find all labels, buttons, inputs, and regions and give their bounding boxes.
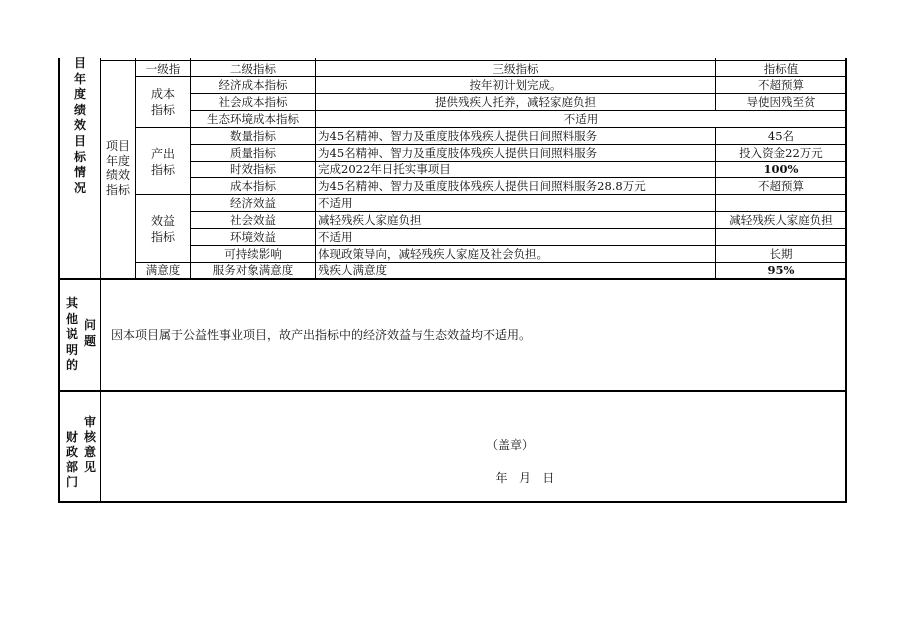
row-level3: 为45名精神、智力及重度肢体残疾人提供日间照料服务28.8万元 bbox=[318, 179, 646, 193]
header-level2: 二级指标 bbox=[230, 62, 276, 76]
row-level2: 时效指标 bbox=[230, 162, 276, 176]
row-level2: 生态环境成本指标 bbox=[207, 112, 299, 126]
header-value: 指标值 bbox=[763, 62, 799, 76]
row-level3: 残疾人满意度 bbox=[318, 263, 387, 277]
row-level3: 不适用 bbox=[318, 196, 353, 210]
group-cost: 成本 指标 bbox=[150, 87, 175, 117]
table-border-bottom bbox=[58, 501, 847, 503]
group-output: 产出 指标 bbox=[150, 147, 175, 177]
row-line-6 bbox=[190, 177, 846, 178]
date-text: 年 月 日 bbox=[495, 471, 555, 485]
row-level3: 按年初计划完成。 bbox=[469, 78, 562, 92]
row-value: 不超预算 bbox=[758, 78, 804, 92]
section2-sub-label: 问 题 bbox=[83, 318, 96, 348]
row-line-3 bbox=[135, 127, 846, 128]
row-value: 导使因残至贫 bbox=[746, 95, 816, 109]
label-col-divider bbox=[100, 58, 101, 502]
group-satisfaction: 满意度 bbox=[145, 263, 181, 277]
row-level2: 质量指标 bbox=[230, 146, 276, 160]
header-level3: 三级指标 bbox=[492, 62, 539, 76]
section1-bottom bbox=[58, 278, 847, 280]
section1-label: 目 年 度 绩 效 目 标 情 况 bbox=[73, 56, 86, 195]
row-level2: 可持续影响 bbox=[224, 247, 282, 261]
group-benefit: 效益 指标 bbox=[150, 214, 175, 244]
row-line-8 bbox=[190, 211, 846, 212]
row-line-10 bbox=[190, 245, 846, 246]
row-value: 减轻残疾人家庭负担 bbox=[729, 213, 833, 227]
row-level2: 经济效益 bbox=[230, 196, 276, 210]
row-level3: 不适用 bbox=[318, 230, 353, 244]
row-value: 45名 bbox=[767, 129, 795, 143]
row-level2: 经济成本指标 bbox=[218, 78, 288, 92]
row-level3: 完成2022年日托实事项目 bbox=[318, 162, 451, 176]
section2-bottom bbox=[58, 390, 847, 392]
section2-label: 其 他 说 明 的 bbox=[65, 296, 78, 372]
row-level3: 提供残疾人托养，减轻家庭负担 bbox=[435, 95, 596, 109]
row-value: 不超预算 bbox=[758, 179, 804, 193]
row-line-1 bbox=[190, 93, 846, 94]
row-level3: 体现政策导向，减轻残疾人家庭及社会负担。 bbox=[318, 247, 548, 261]
section2-text: 因本项目属于公益性事业项目，故产出指标中的经济效益与生态效益均不适用。 bbox=[111, 328, 532, 342]
section3-sub-label: 审 核 意 见 bbox=[83, 415, 96, 474]
row-level3: 为45名精神、智力及重度肢体残疾人提供日间照料服务 bbox=[318, 129, 598, 143]
row-value: 95% bbox=[767, 263, 795, 277]
row-level2: 服务对象满意度 bbox=[212, 263, 294, 277]
seal-text: （盖章） bbox=[485, 438, 534, 452]
header-bottom bbox=[135, 76, 846, 77]
row-value: 投入资金22万元 bbox=[739, 146, 823, 160]
header-top bbox=[100, 60, 846, 61]
row-value: 长期 bbox=[769, 247, 793, 261]
row-line-9 bbox=[190, 228, 846, 229]
row-level2: 成本指标 bbox=[230, 179, 276, 193]
row-level2: 社会成本指标 bbox=[218, 95, 288, 109]
row-level2: 数量指标 bbox=[230, 129, 276, 143]
row-level3: 不适用 bbox=[563, 112, 599, 126]
row-level3: 减轻残疾人家庭负担 bbox=[318, 213, 422, 227]
row-level3: 为45名精神、智力及重度肢体残疾人提供日间照料服务 bbox=[318, 146, 598, 160]
row-line-7 bbox=[135, 194, 846, 195]
header-level1: 一级指 bbox=[145, 62, 181, 76]
row-level2: 社会效益 bbox=[230, 213, 276, 227]
row-line-4 bbox=[190, 144, 846, 145]
row-line-2 bbox=[190, 110, 846, 111]
section3-label: 财 政 部 门 bbox=[65, 430, 78, 489]
row-level2: 环境效益 bbox=[230, 230, 276, 244]
section1-sub-label: 项目 年度 绩效 指标 bbox=[105, 139, 130, 197]
row-value: 100% bbox=[763, 162, 799, 176]
